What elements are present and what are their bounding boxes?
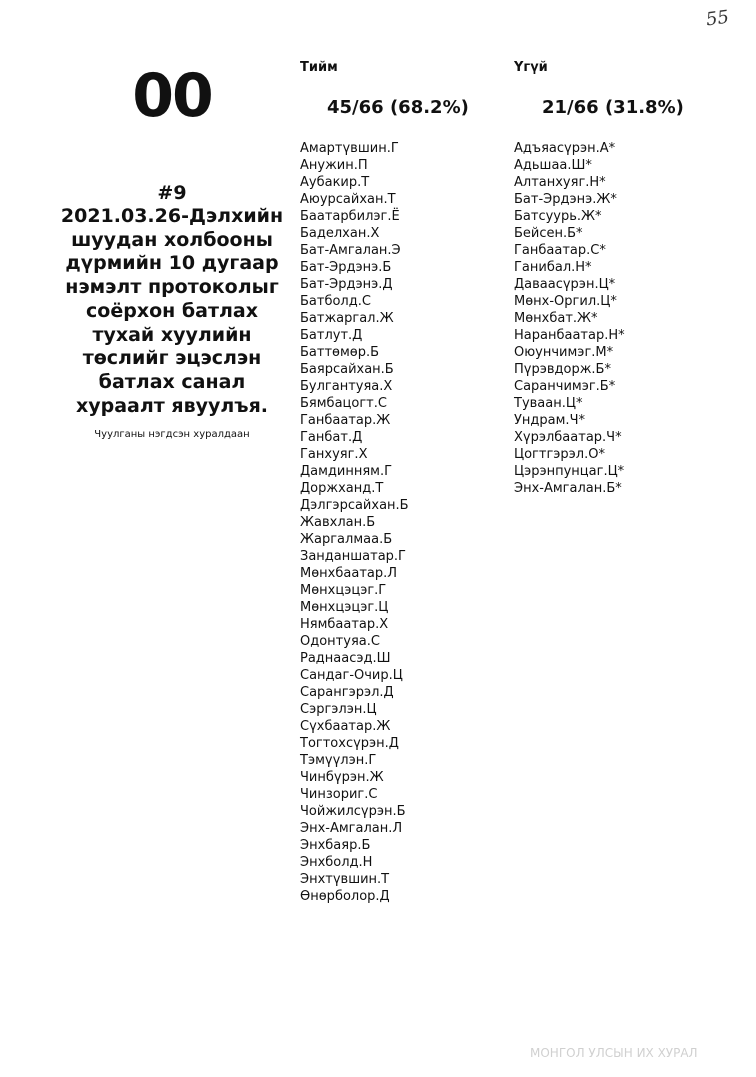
- yes-count: 45/66 (68.2%): [327, 97, 469, 118]
- no-name-list: [514, 140, 714, 497]
- parliament-watermark: МОНГОЛ УЛСЫН ИХ ХУРАЛ: [530, 1046, 698, 1060]
- session-code: 00: [132, 61, 212, 131]
- member-name: Сарангэрэл.Д: [300, 685, 394, 700]
- yes-name-list: [300, 140, 490, 905]
- member-name: Мөнх-Оргил.Ц*: [514, 294, 617, 309]
- member-name: Цэрэнпунцаг.Ц*: [514, 464, 625, 479]
- member-name: Ганбаатар.Ж: [300, 413, 391, 428]
- member-name: Баттөмөр.Б: [300, 345, 380, 360]
- member-name: Батжаргал.Ж: [300, 311, 394, 326]
- member-name: Доржханд.Т: [300, 481, 384, 496]
- member-name: Нямбаатар.Х: [300, 617, 389, 632]
- no-heading: Үгүй: [514, 60, 548, 75]
- member-name: Мөнхбат.Ж*: [514, 311, 598, 326]
- motion-summary: [52, 61, 292, 440]
- member-name: Энхтүвшин.Т: [300, 872, 390, 887]
- member-name: Туваан.Ц*: [514, 396, 583, 411]
- member-name: Ундрам.Ч*: [514, 413, 585, 428]
- member-name: Бямбацогт.С: [300, 396, 387, 411]
- member-name: Чинбүрэн.Ж: [300, 770, 384, 785]
- member-name: Сэргэлэн.Ц: [300, 702, 377, 717]
- member-name: Батлут.Д: [300, 328, 363, 343]
- member-name: Даваасүрэн.Ц*: [514, 277, 616, 292]
- member-name: Энх-Амгалан.Б*: [514, 481, 622, 496]
- member-name: Аубакир.Т: [300, 175, 370, 190]
- member-name: Ганбаатар.С*: [514, 243, 606, 258]
- member-name: Ганхуяг.Х: [300, 447, 368, 462]
- member-name: Мөнхцэцэг.Г: [300, 583, 387, 598]
- member-name: Алтанхуяг.Н*: [514, 175, 606, 190]
- member-name: Баярсайхан.Б: [300, 362, 394, 377]
- yes-votes-column: [300, 60, 490, 905]
- member-name: Цогтгэрэл.О*: [514, 447, 605, 462]
- member-name: Мөнхцэцэг.Ц: [300, 600, 389, 615]
- member-name: Раднаасэд.Ш: [300, 651, 391, 666]
- member-name: Чойжилсүрэн.Б: [300, 804, 406, 819]
- member-name: Мөнхбаатар.Л: [300, 566, 398, 581]
- member-name: Жаргалмаа.Б: [300, 532, 393, 547]
- member-name: Хүрэлбаатар.Ч*: [514, 430, 622, 445]
- member-name: Адъяасүрэн.А*: [514, 141, 616, 156]
- member-name: Занданшатар.Г: [300, 549, 406, 564]
- member-name: Ганбат.Д: [300, 430, 363, 445]
- member-name: Сандаг-Очир.Ц: [300, 668, 403, 683]
- no-count: 21/66 (31.8%): [542, 97, 684, 118]
- member-name: Өнөрболор.Д: [300, 889, 390, 904]
- member-name: Энх-Амгалан.Л: [300, 821, 403, 836]
- member-name: Пүрэвдорж.Б*: [514, 362, 611, 377]
- member-name: Булгантуяа.Х: [300, 379, 393, 394]
- handwritten-page-mark: 55: [704, 6, 731, 31]
- member-name: Одонтуяа.С: [300, 634, 380, 649]
- member-name: Баделхан.Х: [300, 226, 380, 241]
- member-name: Бат-Эрдэнэ.Д: [300, 277, 393, 292]
- member-name: Бейсен.Б*: [514, 226, 583, 241]
- member-name: Дамдинням.Г: [300, 464, 393, 479]
- member-name: Адьшаа.Ш*: [514, 158, 592, 173]
- member-name: Амартүвшин.Г: [300, 141, 399, 156]
- member-name: Оюунчимэг.М*: [514, 345, 614, 360]
- member-name: Тогтохсүрэн.Д: [300, 736, 399, 751]
- member-name: Баатарбилэг.Ё: [300, 209, 400, 224]
- member-name: Бат-Эрдэнэ.Б: [300, 260, 392, 275]
- member-name: Наранбаатар.Н*: [514, 328, 625, 343]
- member-name: Жавхлан.Б: [300, 515, 376, 530]
- member-name: Тэмүүлэн.Г: [300, 753, 377, 768]
- member-name: Бат-Эрдэнэ.Ж*: [514, 192, 617, 207]
- member-name: Батболд.С: [300, 294, 371, 309]
- member-name: Сүхбаатар.Ж: [300, 719, 391, 734]
- member-name: Энхбаяр.Б: [300, 838, 371, 853]
- member-name: Батсуурь.Ж*: [514, 209, 602, 224]
- yes-heading: Тийм: [300, 60, 338, 75]
- member-name: Ганибал.Н*: [514, 260, 592, 275]
- member-name: Аюурсайхан.Т: [300, 192, 396, 207]
- meeting-type: Чуулганы нэгдсэн хуралдаан: [94, 428, 250, 440]
- no-votes-column: [514, 60, 714, 497]
- member-name: Дэлгэрсайхан.Б: [300, 498, 409, 513]
- member-name: Анужин.П: [300, 158, 368, 173]
- motion-title: 2021.03.26-Дэлхийн шуудан холбооны дүрмийн 10 дугаар нэмэлт протоколыг соёрхон батлах тухай хуулийн төслийг эцэслэн батлах санал хураалт явуулъя.: [60, 204, 284, 417]
- member-name: Чинзориг.С: [300, 787, 378, 802]
- member-name: Саранчимэг.Б*: [514, 379, 616, 394]
- motion-number: #9: [157, 182, 187, 204]
- member-name: Бат-Амгалан.Э: [300, 243, 401, 258]
- member-name: Энхболд.Н: [300, 855, 373, 870]
